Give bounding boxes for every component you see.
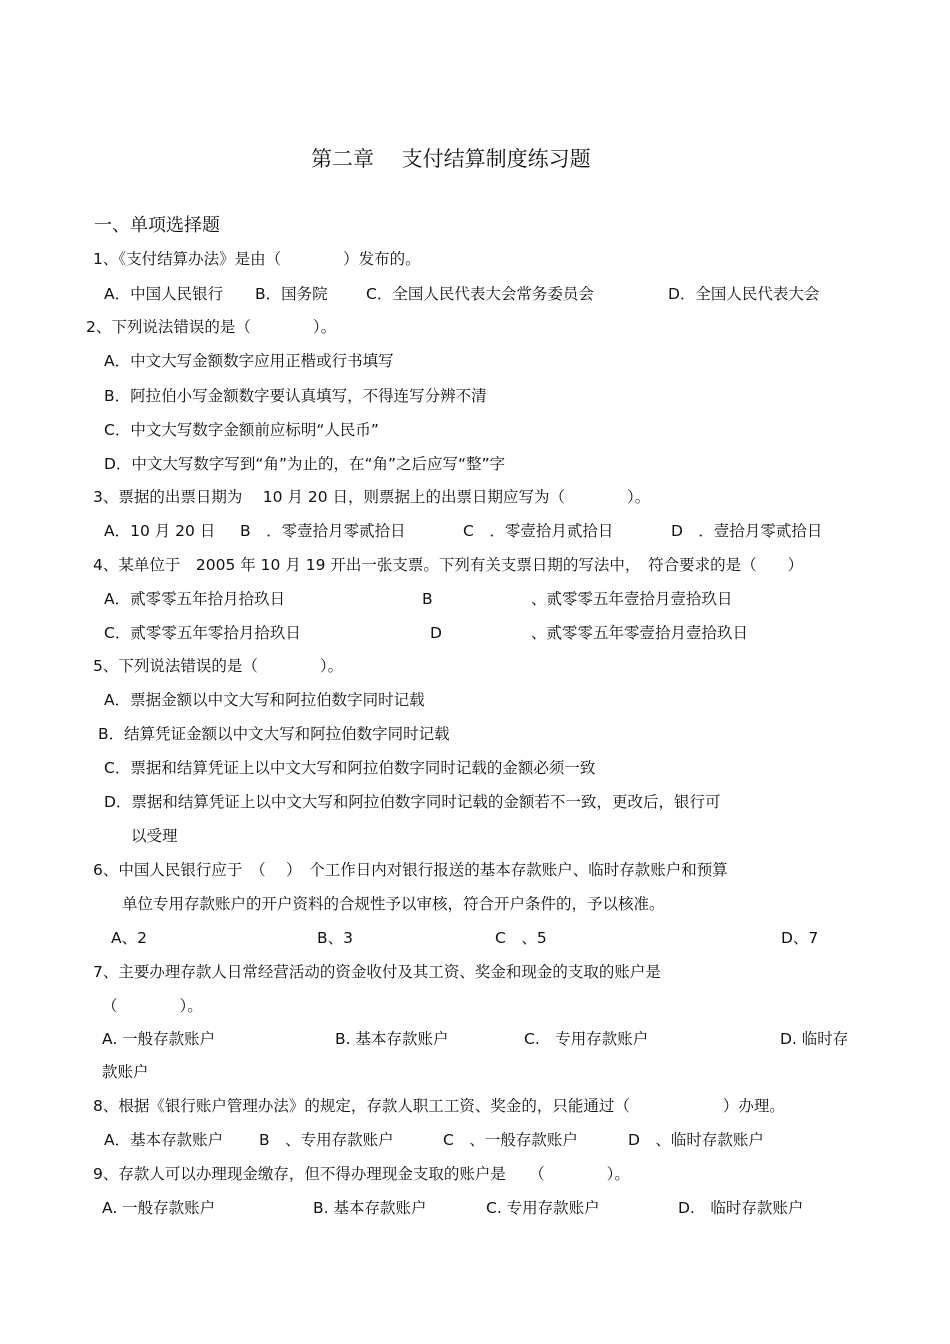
option-a: A．基本存款账户 [104,1131,224,1149]
option-a: A．票据金额以中文大写和阿拉伯数字同时记载 [104,691,425,709]
option-d: D．全国人民代表大会 [668,285,820,303]
option-d: D．中文大写数字写到“角”为止的，在“角”之后应写“整”字 [104,455,506,473]
option-b: B ．零壹拾月零贰拾日 [240,522,406,540]
option-d: D．票据和结算凭证上以中文大写和阿拉伯数字同时记载的金额若不一致，更改后，银行可 [104,793,721,811]
option-c: C ．零壹拾月贰拾日 [463,522,614,540]
option-b: B. 基本存款账户 [313,1199,427,1217]
option-d: D ．壹拾月零贰拾日 [671,522,823,540]
option-d-letter: D [430,624,442,642]
question-stem: 2、下列说法错误的是（ ）。 [86,318,337,336]
option-d-continued: 以受理 [131,827,178,845]
page-title: 第二章 支付结算制度练习题 [311,147,591,171]
question-stem: 7、主要办理存款人日常经营活动的资金收付及其工资、奖金和现金的支取的账户是 [93,963,661,981]
option-c: C．贰零零五年零拾月拾玖日 [104,624,301,642]
option-a: A．中国人民银行 [104,285,224,303]
option-a: A. 一般存款账户 [102,1199,216,1217]
question-stem: 1、《支付结算办法》是由（ ）发布的。 [93,250,421,268]
option-c: C．中文大写数字金额前应标明“人民币” [104,421,379,439]
option-c: C．票据和结算凭证上以中文大写和阿拉伯数字同时记载的金额必须一致 [104,759,596,777]
option-a: A．贰零零五年拾月拾玖日 [104,590,286,608]
option-d: D 、临时存款账户 [628,1131,764,1149]
option-b: B．结算凭证金额以中文大写和阿拉伯数字同时记载 [98,725,450,743]
option-a: A、2 [111,929,147,947]
question-stem-continued: 单位专用存款账户的开户资料的合规性予以审核，符合开户条件的，予以核准。 [122,895,665,913]
question-stem-continued: （ ）。 [102,997,203,1015]
option-c: C. 专用存款账户 [524,1030,649,1048]
option-b: B、3 [317,929,353,947]
question-stem: 9、存款人可以办理现金缴存，但不得办理现金支取的账户是 （ ）。 [93,1165,630,1183]
option-c: C 、5 [495,929,547,947]
option-a: A．中文大写金额数字应用正楷或行书填写 [104,352,394,370]
option-b: B 、专用存款账户 [259,1131,394,1149]
option-d: 、贰零零五年零壹拾月壹拾玖日 [531,624,749,642]
option-d: D. 临时存 [780,1030,849,1048]
option-a: A. 一般存款账户 [102,1030,216,1048]
option-b: 、贰零零五年壹拾月壹拾玖日 [531,590,733,608]
question-stem: 3、票据的出票日期为 10 月 20 日，则票据上的出票日期应写为（ ）。 [93,488,651,506]
option-a: A．10 月 20 日 [104,522,216,540]
question-stem: 6、中国人民银行应于 （ ） 个工作日内对银行报送的基本存款账户、临时存款账户和预算 [93,861,728,879]
option-c: C．全国人民代表大会常务委员会 [366,285,594,303]
option-d: D. 临时存款账户 [678,1199,804,1217]
option-b-letter: B [422,590,433,608]
option-c: C. 专用存款账户 [486,1199,600,1217]
option-d-continued: 款账户 [102,1063,149,1081]
option-c: C 、一般存款账户 [443,1131,578,1149]
option-d: D、7 [781,929,819,947]
question-stem: 8、根据《银行账户管理办法》的规定，存款人职工工资、奖金的，只能通过（ ）办理。 [93,1097,785,1115]
option-b: B．阿拉伯小写金额数字要认真填写，不得连写分辨不清 [104,387,487,405]
question-stem: 4、某单位于 2005 年 10 月 19 开出一张支票。下列有关支票日期的写法中， 符合要求的是（ ） [93,556,804,574]
option-b: B. 基本存款账户 [335,1030,449,1048]
option-b: B．国务院 [255,285,328,303]
section-heading: 一、单项选择题 [94,215,220,236]
question-stem: 5、下列说法错误的是（ ）。 [93,657,344,675]
